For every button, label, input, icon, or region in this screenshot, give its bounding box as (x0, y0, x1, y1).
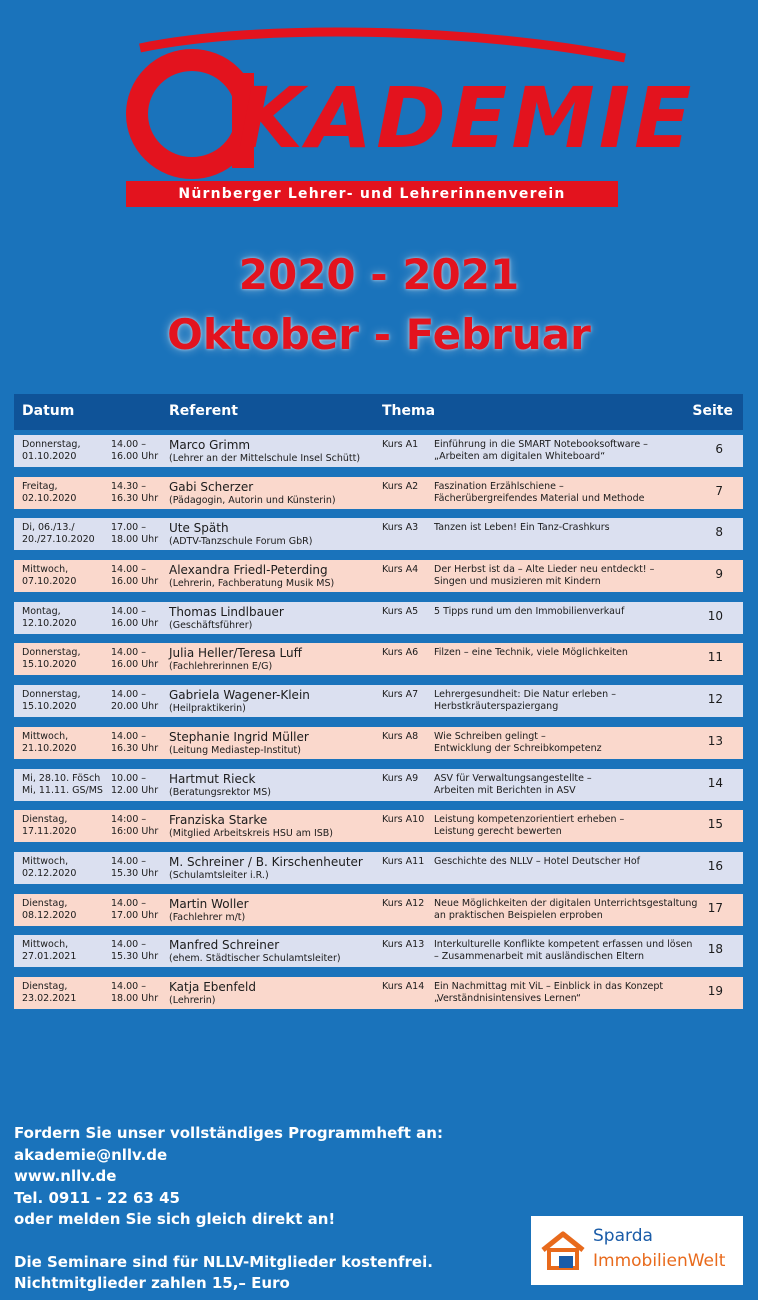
cell-datum: Donnerstag, 15.10.2020 (22, 689, 81, 713)
footer-email[interactable]: akademie@nllv.de (14, 1145, 168, 1164)
cell-zeit: 14.00 – 16.00 Uhr (111, 564, 159, 588)
cell-thema: Einführung in die SMART Notebooksoftware – „Arbeiten am digitalen Whiteboard“ (434, 439, 648, 462)
table-row (14, 435, 743, 467)
cell-referent-name: Thomas Lindlbauer (169, 604, 284, 619)
cell-kurs: Kurs A9 (382, 772, 419, 784)
cell-referent-rolle: (Heilpraktikerin) (169, 703, 246, 715)
cell-seite: 19 (707, 983, 723, 998)
cell-referent-name: Gabi Scherzer (169, 479, 254, 494)
cell-seite: 15 (707, 817, 723, 832)
house-icon (539, 1228, 587, 1272)
header-referent: Referent (169, 403, 238, 419)
cell-thema: 5 Tipps rund um den Immobilienverkauf (434, 605, 625, 617)
cell-datum: Donnerstag, 01.10.2020 (22, 439, 81, 462)
cell-datum: Montag, 12.10.2020 (22, 605, 77, 629)
cell-referent-rolle: (Mitglied Arbeitskreis HSU am ISB) (169, 828, 334, 840)
cell-zeit: 14.00 – 15.30 Uhr (111, 939, 159, 963)
cell-kurs: Kurs A14 (382, 980, 425, 992)
course-table (14, 435, 743, 1019)
cell-zeit: 14:00 – 16:00 Uhr (111, 814, 159, 838)
cell-datum: Dienstag, 17.11.2020 (22, 814, 77, 838)
cell-zeit: 14.00 – 16.00 Uhr (111, 647, 159, 671)
cell-referent-rolle: (Pädagogin, Autorin und Künsterin) (169, 494, 336, 506)
cell-referent-name: Julia Heller/Teresa Luff (169, 646, 302, 661)
cell-seite: 16 (707, 858, 723, 873)
table-row (14, 685, 743, 717)
cell-thema: Tanzen ist Leben! Ein Tanz-Crashkurs (434, 522, 610, 534)
cell-thema: Interkulturelle Konflikte kompetent erfassen und lösen – Zusammenarbeit mit ausländischen Eltern (434, 939, 693, 963)
cell-zeit: 14.00 – 18.00 Uhr (111, 980, 159, 1004)
table-row (14, 643, 743, 675)
cell-datum: Mittwoch, 27.01.2021 (22, 939, 77, 963)
cell-referent-rolle: (Leitung Mediastep-Institut) (169, 744, 301, 756)
cell-kurs: Kurs A10 (382, 814, 425, 826)
cell-seite: 9 (715, 567, 723, 582)
cell-zeit: 14.30 – 16.30 Uhr (111, 480, 159, 504)
cell-referent-name: Gabriela Wagener-Klein (169, 688, 310, 703)
cell-kurs: Kurs A5 (382, 605, 419, 617)
cell-seite: 13 (707, 733, 723, 748)
footer-free-note: Die Seminare sind für NLLV-Mitglieder kostenfrei. (14, 1252, 433, 1271)
cell-datum: Mi, 28.10. FöSch Mi, 11.11. GS/MS (22, 772, 103, 796)
table-row (14, 977, 743, 1009)
sponsor-name-1: Sparda (593, 1226, 653, 1246)
title-years: 2020 - 2021 (238, 250, 520, 299)
cell-seite: 10 (707, 608, 723, 623)
cell-thema: Der Herbst ist da – Alte Lieder neu entdeckt! – Singen und musizieren mit Kindern (434, 564, 655, 588)
table-row (14, 852, 743, 884)
cell-referent-rolle: (Lehrerin) (169, 994, 216, 1006)
cell-datum: Donnerstag, 15.10.2020 (22, 647, 81, 671)
cell-datum: Freitag, 02.10.2020 (22, 480, 77, 504)
footer-fee-note: Nichtmitglieder zahlen 15,– Euro (14, 1274, 290, 1292)
cell-referent-name: M. Schreiner / B. Kirschenheuter (169, 854, 363, 869)
cell-seite: 6 (715, 442, 723, 456)
cell-referent-rolle: (Schulamtsleiter i.R.) (169, 869, 269, 881)
footer-info (14, 1123, 514, 1295)
table-row (14, 518, 743, 550)
cell-thema: Wie Schreiben gelingt – Entwicklung der Schreibkompetenz (434, 730, 602, 754)
cell-referent-rolle: (Lehrerin, Fachberatung Musik MS) (169, 578, 335, 590)
cell-seite: 18 (707, 942, 723, 957)
footer-phone: Tel. 0911 - 22 63 45 (14, 1188, 180, 1207)
cell-referent-name: Hartmut Rieck (169, 771, 256, 786)
cell-zeit: 14.00 – 16.00 Uhr (111, 439, 159, 462)
cell-seite: 14 (707, 775, 723, 790)
cell-kurs: Kurs A4 (382, 564, 419, 576)
cell-referent-name: Katja Ebenfeld (169, 979, 256, 994)
table-row (14, 810, 743, 842)
cell-datum: Dienstag, 23.02.2021 (22, 980, 77, 1004)
cell-seite: 8 (715, 525, 723, 540)
cell-zeit: 17.00 – 18.00 Uhr (111, 522, 159, 546)
logo-banner: Nürnberger Lehrer- und Lehrerinnenverein (126, 181, 618, 207)
footer-request: Fordern Sie unser vollständiges Programmheft an: (14, 1124, 443, 1142)
cell-kurs: Kurs A13 (382, 939, 425, 951)
cell-kurs: Kurs A6 (382, 647, 419, 659)
table-header (14, 394, 743, 430)
footer-website[interactable]: www.nllv.de (14, 1167, 117, 1185)
table-row (14, 560, 743, 592)
cell-zeit: 14.00 – 17.00 Uhr (111, 897, 159, 921)
cell-referent-rolle: (ADTV-Tanzschule Forum GbR) (169, 536, 313, 548)
cell-thema: Neue Möglichkeiten der digitalen Unterrichtsgestaltung an praktischen Beispielen erproben (434, 897, 698, 921)
cell-thema: Leistung kompetenzorientiert erheben – Leistung gerecht bewerten (434, 814, 625, 838)
cell-kurs: Kurs A8 (382, 730, 419, 742)
cell-datum: Dienstag, 08.12.2020 (22, 897, 77, 921)
cell-thema: Faszination Erzählschiene – Fächerübergreifendes Material und Methode (434, 480, 645, 504)
sponsor-logo (531, 1216, 743, 1285)
table-row (14, 477, 743, 509)
cell-referent-rolle: (Lehrer an der Mittelschule Insel Schütt) (169, 453, 361, 464)
header-thema: Thema (382, 403, 436, 419)
cell-kurs: Kurs A3 (382, 522, 419, 534)
cell-referent-name: Manfred Schreiner (169, 938, 280, 953)
table-row (14, 727, 743, 759)
cell-datum: Mittwoch, 02.12.2020 (22, 855, 77, 879)
cell-zeit: 14.00 – 16.30 Uhr (111, 730, 159, 754)
cell-seite: 12 (707, 692, 723, 707)
cell-datum: Di, 06./13./ 20./27.10.2020 (22, 522, 95, 546)
cell-referent-name: Martin Woller (169, 896, 249, 911)
cell-thema: Filzen – eine Technik, viele Möglichkeiten (434, 647, 628, 659)
cell-kurs: Kurs A11 (382, 855, 425, 867)
cell-zeit: 14.00 – 15.30 Uhr (111, 855, 159, 879)
cell-referent-name: Marco Grimm (169, 438, 251, 452)
cell-zeit: 14.00 – 16.00 Uhr (111, 605, 159, 629)
footer-register: oder melden Sie sich gleich direkt an! (14, 1210, 336, 1228)
cell-referent-rolle: (ehem. Städtischer Schulamtsleiter) (169, 953, 341, 965)
table-row (14, 602, 743, 634)
cell-referent-name: Franziska Starke (169, 813, 268, 828)
cell-referent-rolle: (Fachlehrerinnen E/G) (169, 661, 273, 673)
cell-referent-name: Ute Späth (169, 521, 229, 536)
cell-kurs: Kurs A12 (382, 897, 425, 909)
cell-seite: 7 (715, 483, 723, 498)
table-row (14, 769, 743, 801)
cell-datum: Mittwoch, 21.10.2020 (22, 730, 77, 754)
cell-referent-name: Stephanie Ingrid Müller (169, 729, 309, 744)
cell-referent-rolle: (Beratungsrektor MS) (169, 786, 271, 798)
table-row (14, 894, 743, 926)
cell-thema: Lehrergesundheit: Die Natur erleben – Herbstkräuterspaziergang (434, 689, 616, 713)
logo-wordmark: KADEMIE (238, 69, 696, 167)
cell-referent-rolle: (Geschäftsführer) (169, 619, 253, 631)
cell-thema: Ein Nachmittag mit ViL – Einblick in das Konzept „Verständnisintensives Lernen“ (434, 980, 664, 1004)
sponsor-name-2: ImmobilienWelt (593, 1251, 726, 1271)
cell-thema: Geschichte des NLLV – Hotel Deutscher Hof (434, 855, 641, 867)
cell-kurs: Kurs A2 (382, 480, 419, 492)
cell-referent-rolle: (Fachlehrer m/t) (169, 911, 246, 923)
cell-zeit: 14.00 – 20.00 Uhr (111, 689, 159, 713)
title-months: Oktober - Februar (167, 310, 591, 359)
cell-thema: ASV für Verwaltungsangestellte – Arbeiten mit Berichten in ASV (434, 772, 592, 796)
header-seite: Seite (692, 403, 733, 419)
header-datum: Datum (22, 403, 75, 419)
cell-referent-name: Alexandra Friedl-Peterding (169, 563, 328, 578)
cell-seite: 11 (707, 650, 723, 665)
cell-kurs: Kurs A7 (382, 689, 419, 701)
cell-datum: Mittwoch, 07.10.2020 (22, 564, 77, 588)
cell-kurs: Kurs A1 (382, 439, 419, 450)
cell-zeit: 10.00 – 12.00 Uhr (111, 772, 159, 796)
cell-seite: 17 (707, 900, 723, 915)
akademie-logo (120, 18, 696, 218)
table-row (14, 935, 743, 967)
